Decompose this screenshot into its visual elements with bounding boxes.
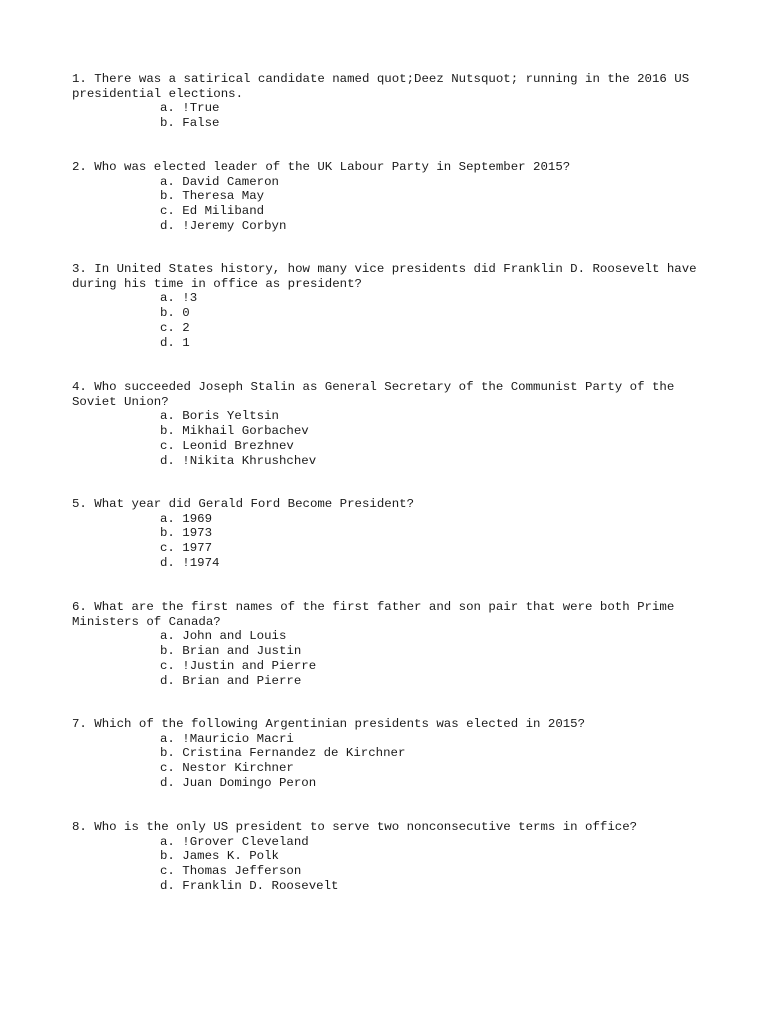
question-text: 1. There was a satirical candidate named quot;Deez Nutsquot; running in the 2016 US presidential elections. — [72, 72, 697, 101]
answer-option: a. John and Louis — [160, 629, 287, 644]
answer-options — [72, 835, 712, 894]
question-text: 4. Who succeeded Joseph Stalin as General Secretary of the Communist Party of the Soviet Union? — [72, 380, 682, 409]
answer-option: a. !True — [160, 101, 220, 116]
answer-option: d. Juan Domingo Peron — [160, 775, 317, 790]
answer-options — [72, 629, 712, 688]
answer-options — [72, 409, 712, 468]
question-text: 3. In United States history, how many vice presidents did Franklin D. Roosevelt have during his time in office as president? — [72, 262, 705, 291]
answer-option: b. Theresa May — [160, 189, 265, 204]
question-text: 2. Who was elected leader of the UK Labour Party in September 2015? — [72, 160, 571, 174]
question-text: 6. What are the first names of the first father and son pair that were both Prime Ministers of Canada? — [72, 600, 682, 629]
answer-option: d. Brian and Pierre — [160, 673, 302, 688]
answer-option: b. James K. Polk — [160, 849, 279, 864]
answer-option: a. Boris Yeltsin — [160, 409, 279, 424]
question-8 — [72, 820, 712, 894]
answer-option: a. !Grover Cleveland — [160, 834, 309, 849]
question-4 — [72, 380, 712, 468]
answer-options — [72, 732, 712, 791]
answer-option: d. !Jeremy Corbyn — [160, 218, 287, 233]
answer-options — [72, 101, 712, 130]
answer-options — [72, 175, 712, 234]
answer-option: c. 2 — [160, 320, 190, 335]
answer-option: c. Ed Miliband — [160, 204, 265, 219]
answer-option: c. 1977 — [160, 541, 213, 556]
answer-option: a. !Mauricio Macri — [160, 731, 294, 746]
answer-options — [72, 291, 712, 350]
answer-option: c. Nestor Kirchner — [160, 761, 294, 776]
answer-option: a. David Cameron — [160, 174, 279, 189]
question-6 — [72, 600, 712, 688]
answer-options — [72, 512, 712, 571]
question-text: 5. What year did Gerald Ford Become President? — [72, 497, 415, 511]
answer-option: b. 1973 — [160, 526, 213, 541]
answer-option: d. Franklin D. Roosevelt — [160, 878, 339, 893]
answer-option: c. Leonid Brezhnev — [160, 438, 294, 453]
answer-option: a. 1969 — [160, 511, 213, 526]
answer-option: d. 1 — [160, 335, 190, 350]
answer-option: d. !1974 — [160, 555, 220, 570]
answer-option: c. Thomas Jefferson — [160, 864, 302, 879]
answer-option: a. !3 — [160, 291, 198, 306]
answer-option: b. 0 — [160, 306, 190, 321]
answer-option: b. Brian and Justin — [160, 644, 302, 659]
question-1 — [72, 72, 712, 131]
question-2 — [72, 160, 712, 234]
answer-option: c. !Justin and Pierre — [160, 658, 317, 673]
question-7 — [72, 717, 712, 791]
answer-option: b. Mikhail Gorbachev — [160, 424, 309, 439]
question-5 — [72, 497, 712, 571]
answer-option: b. False — [160, 116, 220, 131]
answer-option: b. Cristina Fernandez de Kirchner — [160, 746, 406, 761]
question-3 — [72, 262, 712, 350]
answer-option: d. !Nikita Khrushchev — [160, 453, 317, 468]
question-text: 7. Which of the following Argentinian presidents was elected in 2015? — [72, 717, 586, 731]
question-text: 8. Who is the only US president to serve two nonconsecutive terms in office? — [72, 820, 638, 834]
